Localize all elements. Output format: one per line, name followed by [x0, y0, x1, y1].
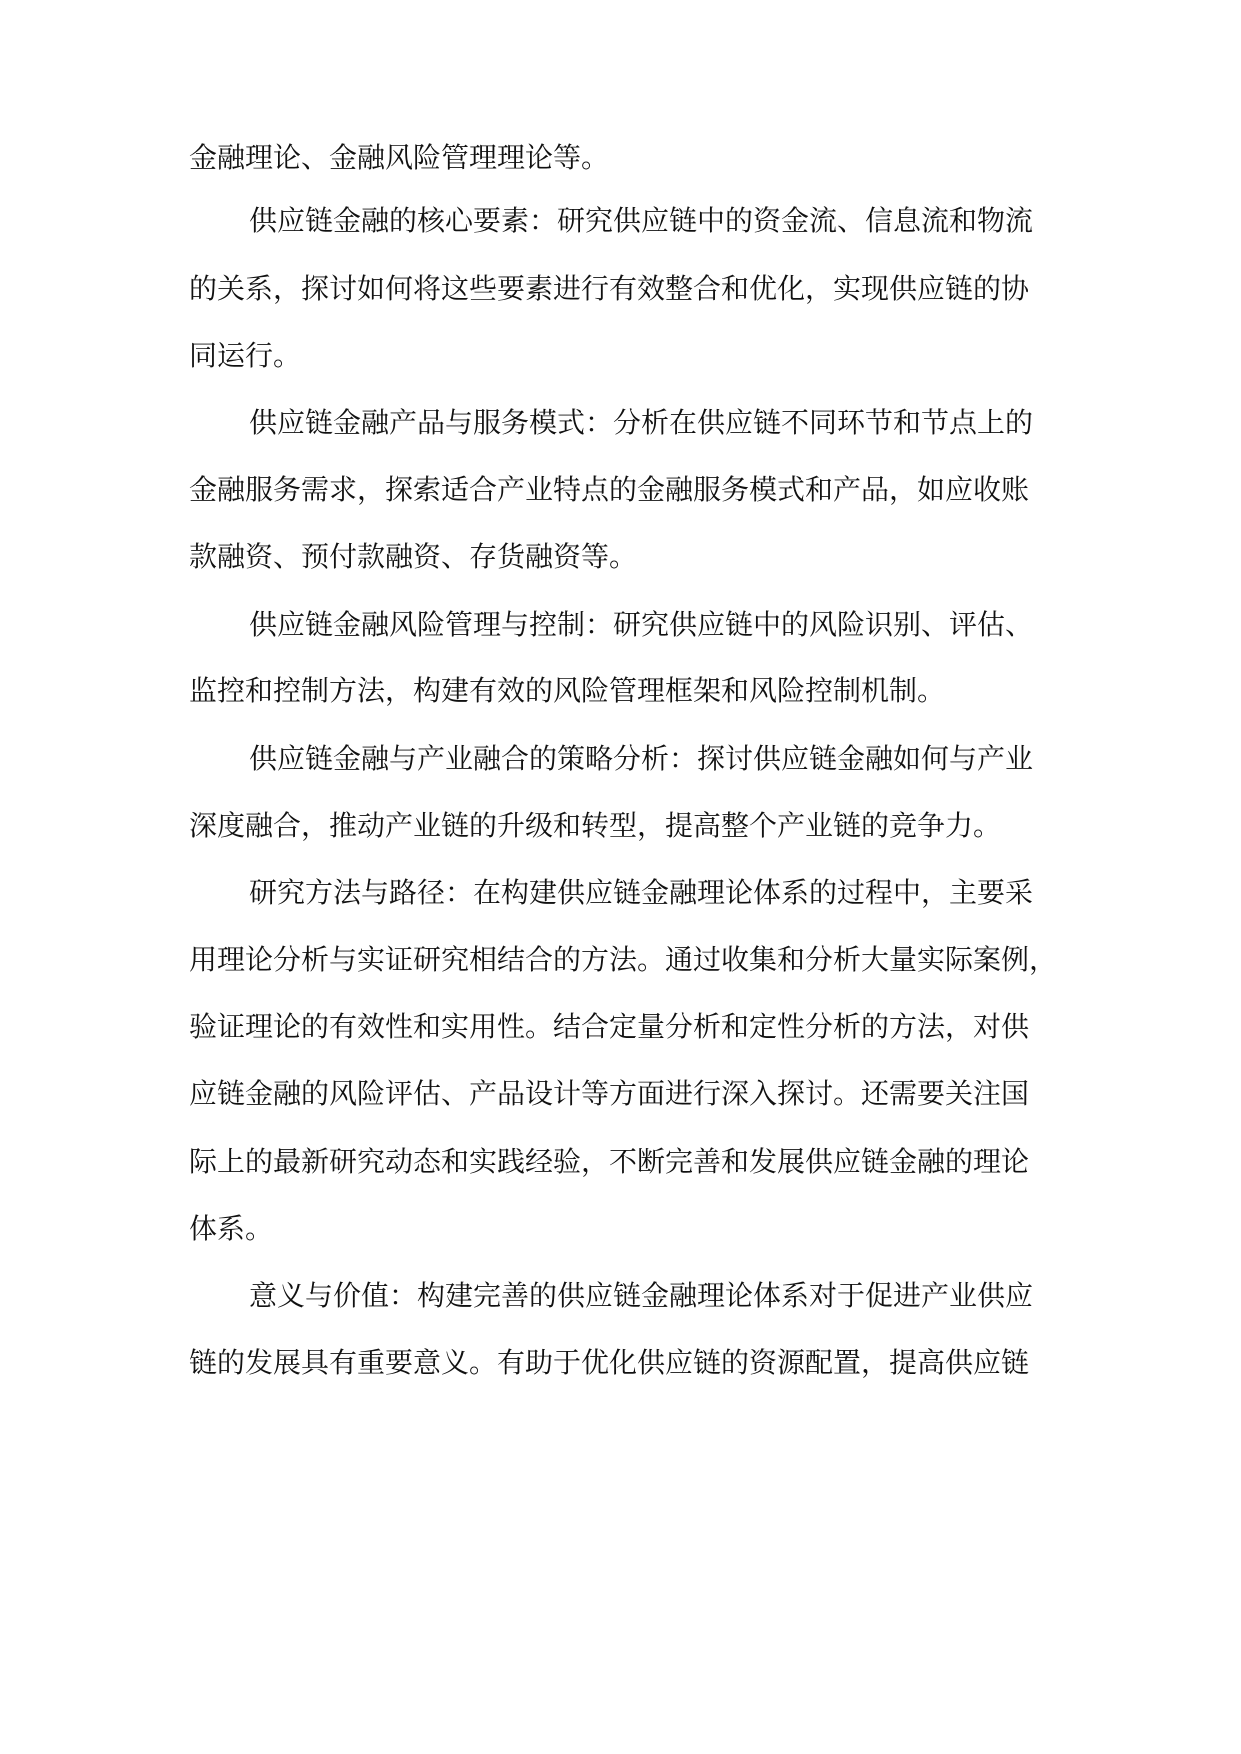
paragraph-line: 意义与价值：构建完善的供应链金融理论体系对于促进产业供应 — [249, 1279, 1034, 1312]
paragraph-line: 用理论分析与实证研究相结合的方法。通过收集和分析大量实际案例， — [189, 943, 1058, 976]
paragraph-line: 供应链金融与产业融合的策略分析：探讨供应链金融如何与产业 — [249, 742, 1034, 775]
paragraph-line: 供应链金融风险管理与控制：研究供应链中的风险识别、评估、 — [249, 608, 1034, 641]
paragraph-line: 监控和控制方法，构建有效的风险管理框架和风险控制机制。 — [189, 674, 946, 707]
paragraph-line: 验证理论的有效性和实用性。结合定量分析和定性分析的方法，对供 — [189, 1010, 1030, 1043]
paragraph-line: 款融资、预付款融资、存货融资等。 — [189, 540, 638, 573]
paragraph-line: 金融服务需求，探索适合产业特点的金融服务模式和产品，如应收账 — [189, 473, 1030, 506]
paragraph-line: 链的发展具有重要意义。有助于优化供应链的资源配置，提高供应链 — [189, 1346, 1030, 1379]
paragraph-line: 供应链金融的核心要素：研究供应链中的资金流、信息流和物流 — [249, 204, 1034, 237]
paragraph-line: 的关系，探讨如何将这些要素进行有效整合和优化，实现供应链的协 — [189, 272, 1030, 305]
paragraph-line: 深度融合，推动产业链的升级和转型，提高整个产业链的竞争力。 — [189, 809, 1002, 842]
paragraph-line: 际上的最新研究动态和实践经验，不断完善和发展供应链金融的理论 — [189, 1145, 1030, 1178]
paragraph-line: 金融理论、金融风险管理理论等。 — [189, 141, 610, 174]
paragraph-line: 研究方法与路径：在构建供应链金融理论体系的过程中，主要采 — [249, 876, 1034, 909]
paragraph-line: 同运行。 — [189, 339, 302, 372]
paragraph-line: 应链金融的风险评估、产品设计等方面进行深入探讨。还需要关注国 — [189, 1077, 1030, 1110]
paragraph-line: 体系。 — [189, 1212, 274, 1245]
paragraph-line: 供应链金融产品与服务模式：分析在供应链不同环节和节点上的 — [249, 406, 1034, 439]
